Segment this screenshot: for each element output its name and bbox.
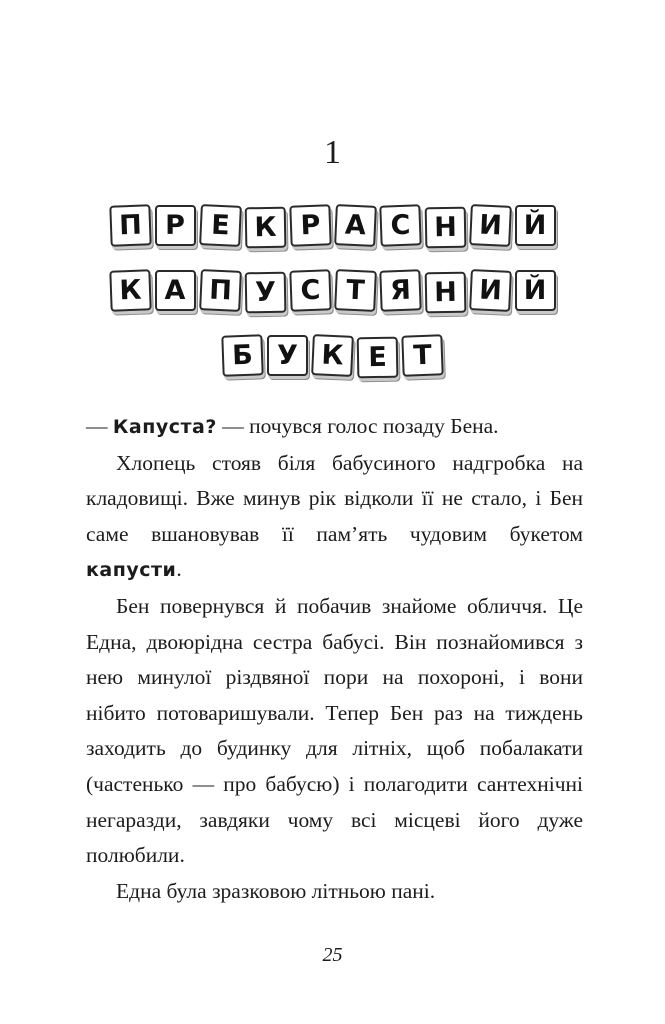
title-letter-tile: Р xyxy=(289,204,331,246)
title-line-1 xyxy=(0,205,665,246)
title-letter-tile: И xyxy=(469,204,512,247)
title-line-2 xyxy=(0,270,665,311)
title-letter-tile: К xyxy=(311,334,354,377)
chapter-number: 1 xyxy=(324,134,341,171)
title-letter-tile: И xyxy=(469,269,512,312)
title-letter-tile: Е xyxy=(199,204,242,247)
title-letter-tile: У xyxy=(267,335,308,376)
page-number: 25 xyxy=(322,944,343,966)
title-letter-tile: К xyxy=(244,207,286,249)
paragraph-1 xyxy=(86,409,583,446)
title-letter-tile: Е xyxy=(357,337,399,379)
title-letter-tile: Н xyxy=(424,272,466,314)
title-line-3 xyxy=(0,335,665,376)
paragraph-text: Хлопець стояв біля бабусиного надгробка на кладовищі. Вже минув рік відколи її не стало, і Бен саме вшановував її пам’ять чудовим букетом xyxy=(86,450,583,546)
emphasized-word: Капуста? xyxy=(112,416,217,438)
title-letter-tile: А xyxy=(155,270,196,311)
emphasized-word: капусти xyxy=(86,559,177,582)
title-letter-tile: П xyxy=(109,204,151,246)
title-letter-tile: Т xyxy=(334,269,377,312)
title-letter-tile: Н xyxy=(424,207,466,249)
title-letter-tile: С xyxy=(289,269,331,311)
title-letter-tile: Я xyxy=(379,269,421,311)
paragraph-end: . xyxy=(176,557,182,582)
title-letter-tile: К xyxy=(109,269,151,311)
title-letter-tile: Т xyxy=(401,334,443,376)
dialogue-dash: — xyxy=(86,414,113,438)
paragraph-3: Бен повернувся й побачив знайоме обличчя. Це Една, двоюрідна сестра бабусі. Він познайомився з нею минулої різдвяної пори на похороні, і вони нібито потоваришували. Тепер Бен раз на тиждень заходить до будинку для літніх, щоб побалакати (частенько — про бабусю) і полагодити сантехнічні негаразди, завдяки чому всі місцеві його дуже полюбили. xyxy=(86,593,583,868)
title-letter-tile: Й xyxy=(515,205,556,246)
chapter-body xyxy=(86,409,583,909)
title-letter-tile: П xyxy=(199,269,242,312)
title-letter-tile: А xyxy=(334,204,377,247)
paragraph-text: — почувся голос позаду Бена. xyxy=(216,414,499,438)
title-letter-tile: Й xyxy=(515,270,556,311)
title-letter-tile: С xyxy=(379,204,421,246)
title-letter-tile: У xyxy=(244,272,286,314)
paragraph-2 xyxy=(86,446,583,589)
title-letter-tile: Б xyxy=(221,334,263,376)
paragraph-4: Една була зразковою літньою пані. xyxy=(116,878,436,903)
title-letter-tile: Р xyxy=(155,205,196,246)
